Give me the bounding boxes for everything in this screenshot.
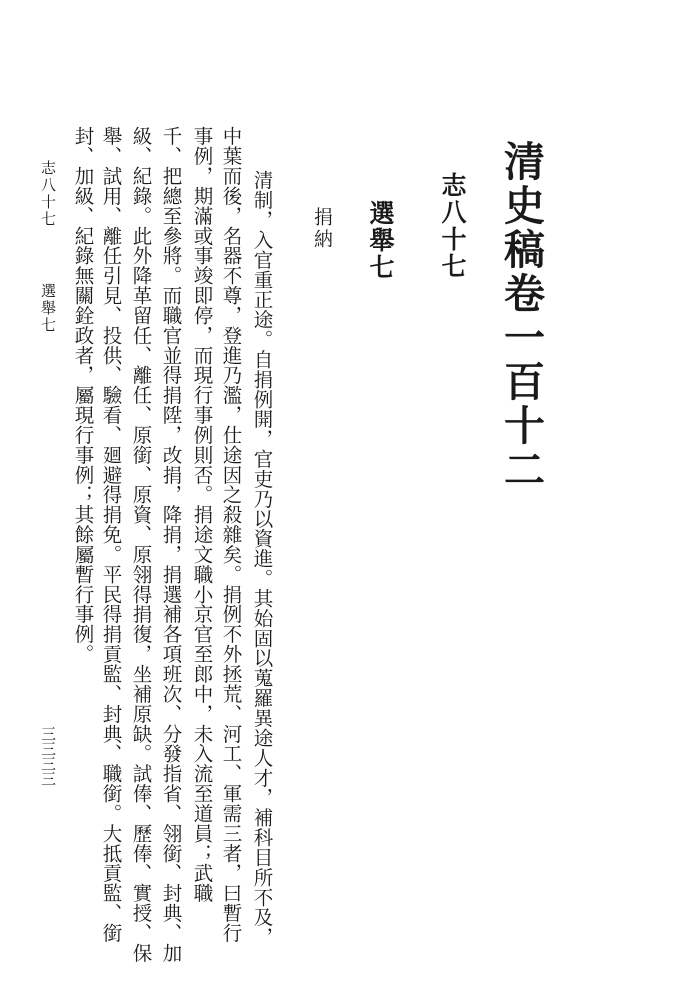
page-number: 三三三三 — [39, 726, 57, 786]
body-column: 級、紀錄。此外降革留任、離任、原銜、原資、原翎得捐復，坐補原缺。試俸、歷俸、實授、保 — [129, 126, 153, 963]
body-column: 事例，期滿或事竣即停，而現行事例則否。捐途文職小京官至郎中，未入流至道員；武職 — [190, 126, 214, 903]
running-header — [40, 160, 55, 334]
body-column: 千、把總至參將。而職官並得捐陞，改捐，降捐，捐選補各項班次、分發指省、翎銜、封典、加 — [159, 126, 183, 963]
running-header-left: 志八十七 — [39, 160, 57, 228]
chapter-title: 清史稿卷一百十二 — [497, 140, 545, 492]
body-column: 中葉而後，名器不尊，登進乃濫，仕途因之殺雜矣。捐例不外拯荒、河工、軍需三者，曰暫行 — [219, 126, 243, 943]
body-column: 清制，入官重正途。自捐例開，官吏乃以資進。其始固以蒐羅異途人才，補科目所不及， — [250, 170, 274, 947]
subsection-heading: 選舉七 — [366, 200, 395, 281]
section-heading: 志八十七 — [438, 172, 467, 280]
topic-heading: 捐納 — [311, 207, 333, 251]
body-column: 舉、試用、離任引見、投供、驗看、廻避得捐免。平民得捐貢監、封典、職銜。大抵貢監、銜 — [99, 126, 123, 943]
body-column: 封、加級、紀錄無關銓政者，屬現行事例；其餘屬暫行事例。 — [71, 126, 95, 664]
running-header-right: 選舉七 — [39, 283, 57, 334]
